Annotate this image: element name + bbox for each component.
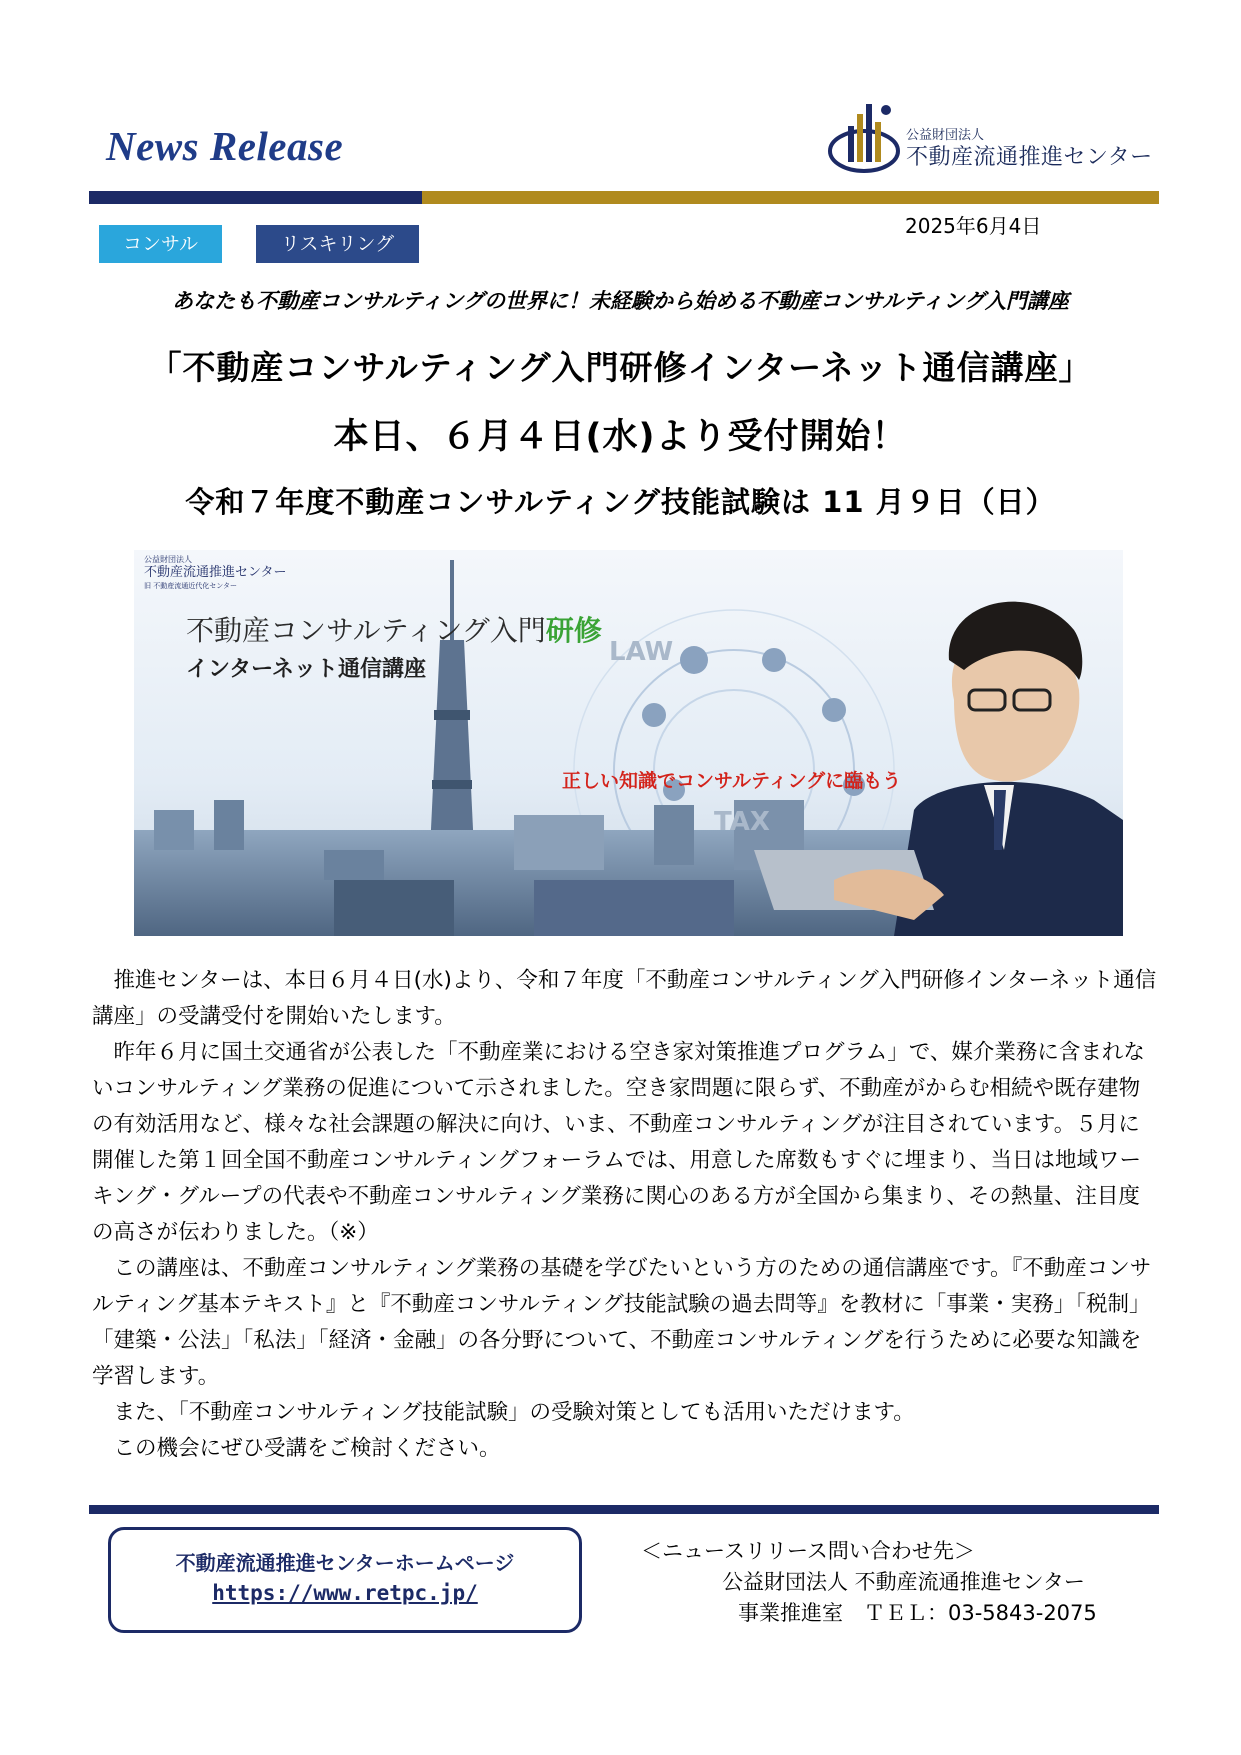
footer-bar bbox=[89, 1505, 1159, 1514]
body-paragraph-1: 推進センターは、本日６月４日(水)より、令和７年度「不動産コンサルティング入門研修インターネット通信講座」の受講受付を開始いたします。 bbox=[92, 968, 1157, 1029]
main-title: 「不動産コンサルティング入門研修インターネット通信講座」 bbox=[148, 348, 1093, 387]
body-paragraph-5: この機会にぜひ受講をご検討ください。 bbox=[92, 1436, 501, 1461]
homepage-title: 不動産流通推進センターホームページ bbox=[175, 1551, 515, 1575]
body-paragraph-4: また、「不動産コンサルティング技能試験」の受験対策としても活用いただけます。 bbox=[92, 1400, 915, 1425]
logo-sub-text: 公益財団法人 bbox=[906, 128, 985, 143]
contact-org: 公益財団法人 不動産流通推進センター bbox=[722, 1570, 1085, 1594]
news-release-title: News Release bbox=[106, 123, 344, 169]
header-bar-navy bbox=[89, 191, 422, 204]
banner-tax-word: TAX bbox=[714, 807, 770, 837]
banner-org-main: 不動産流通推進センター bbox=[144, 565, 287, 580]
release-date: 2025年6月4日 bbox=[905, 214, 1042, 238]
lead-text: あなたも不動産コンサルティングの世界に！未経験から始める不動産コンサルティング入門講座 bbox=[172, 289, 1069, 313]
homepage-box bbox=[108, 1527, 582, 1633]
contact-heading: ＜ニュースリリース問い合わせ先＞ bbox=[641, 1539, 975, 1563]
tag-reskilling: リスキリング bbox=[256, 225, 419, 263]
body-paragraph-3: この講座は、不動産コンサルティング業務の基礎を学びたいという方のための通信講座です。『不動産コンサルティング基本テキスト』と『不動産コンサルティング技能試験の過去問等』を教材に「事業・実務」「税制」「建築・公法」「私法」「経済・金融」の各分野について、不動産コンサルティングを行うために必要な知識を学習します。 bbox=[92, 1256, 1152, 1389]
banner-org-small: 旧 不動産流通近代化センター bbox=[144, 582, 237, 590]
logo-main-text: 不動産流通推進センター bbox=[906, 145, 1153, 170]
tag-consul: コンサル bbox=[99, 225, 222, 263]
banner-law-word: LAW bbox=[609, 637, 674, 667]
homepage-link[interactable]: https://www.retpc.jp/ bbox=[212, 1581, 478, 1605]
banner-org-sub: 公益財団法人 bbox=[144, 555, 192, 564]
course-banner-image bbox=[134, 550, 1123, 936]
banner-tagline: 正しい知識でコンサルティングに臨もう bbox=[562, 770, 902, 792]
body-text bbox=[92, 963, 1160, 1467]
banner-heading: 不動産コンサルティング入門研修 bbox=[186, 614, 602, 647]
header-bar-gold bbox=[422, 191, 1159, 204]
subtitle-start-date: 本日、６月４日(水)より受付開始！ bbox=[333, 417, 908, 457]
subtitle-exam-date: 令和７年度不動産コンサルティング技能試験は 11 月９日（日） bbox=[185, 485, 1056, 519]
org-logo-mark-icon bbox=[828, 96, 900, 178]
banner-heading-line2: インターネット通信講座 bbox=[186, 657, 427, 682]
contact-tel: 事業推進室 ＴＥＬ：03-5843-2075 bbox=[738, 1601, 1097, 1625]
body-paragraph-2: 昨年６月に国土交通省が公表した「不動産業における空き家対策推進プログラム」で、媒介業務に含まれないコンサルティング業務の促進について示されました。空き家問題に限らず、不動産がからむ相続や既存建物の有効活用など、様々な社会課題の解決に向け、いま、不動産コンサルティングが注目されています。５月に開催した第１回全国不動産コンサルティングフォーラムでは、用意した席数もすぐに埋まり、当日は地域ワーキング・グループの代表や不動産コンサルティング業務に関心のある方が全国から集まり、その熱量、注目度の高さが伝わりました。（※） bbox=[92, 1040, 1145, 1245]
